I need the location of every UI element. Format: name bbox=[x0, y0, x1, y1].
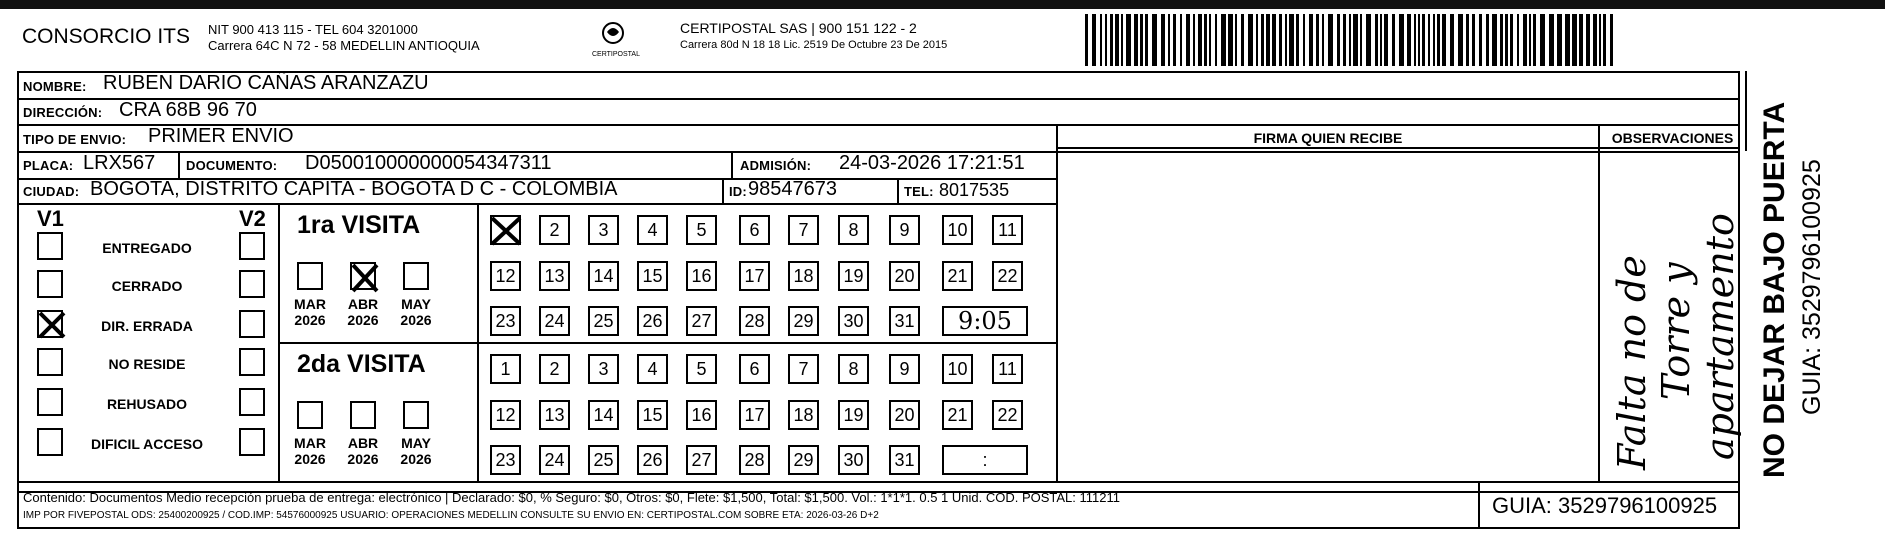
visit-title: 1ra VISITA bbox=[297, 211, 421, 239]
visit-day-box[interactable]: 4 bbox=[637, 215, 668, 245]
visit-day-box[interactable]: 30 bbox=[838, 445, 869, 475]
top-scan-band bbox=[0, 0, 1885, 9]
visit-day-box[interactable]: 17 bbox=[739, 261, 770, 291]
visit-month-checkbox[interactable] bbox=[297, 262, 323, 290]
visit-day-box[interactable]: 2 bbox=[539, 215, 570, 245]
barcode-bar bbox=[1458, 14, 1463, 66]
barcode-bar bbox=[1500, 14, 1503, 66]
visit-day-box[interactable]: 9 bbox=[889, 215, 920, 245]
visit-day-box[interactable]: 30 bbox=[838, 306, 869, 336]
visit-day-box[interactable]: 27 bbox=[686, 445, 717, 475]
visit-day-box[interactable]: 22 bbox=[992, 400, 1023, 430]
visit-day-box[interactable]: 31 bbox=[889, 306, 920, 336]
recipient-name: RUBEN DARIO CAÑAS ARANZAZU bbox=[103, 72, 429, 94]
status-v2-checkbox[interactable] bbox=[239, 388, 265, 416]
barcode-bar bbox=[1126, 14, 1131, 66]
barcode-bar bbox=[1248, 14, 1253, 66]
company-name: CONSORCIO ITS bbox=[22, 25, 191, 48]
visit-day-box[interactable]: 18 bbox=[788, 261, 819, 291]
barcode-bar bbox=[1204, 14, 1207, 66]
barcode-bar bbox=[1366, 14, 1371, 66]
visit-day-box[interactable]: 18 bbox=[788, 400, 819, 430]
month-year: 2026 bbox=[400, 312, 432, 328]
barcode-bar bbox=[1479, 14, 1482, 66]
visit-day-box[interactable]: 16 bbox=[686, 400, 717, 430]
barcode-bar bbox=[1422, 14, 1425, 66]
barcode-bar bbox=[1603, 14, 1606, 66]
visit-day-box[interactable]: 6 bbox=[739, 354, 770, 384]
status-label: CERRADO bbox=[111, 278, 183, 294]
barcode-bar bbox=[1353, 14, 1358, 66]
visit-day-box[interactable]: 24 bbox=[539, 445, 570, 475]
id-value: 98547673 bbox=[748, 178, 837, 200]
barcode-bar bbox=[1241, 14, 1244, 66]
visit-day-box[interactable]: 2 bbox=[539, 354, 570, 384]
barcode-bar bbox=[1466, 14, 1469, 66]
x-mark-icon bbox=[489, 215, 523, 247]
visit-day-box[interactable]: 14 bbox=[588, 400, 619, 430]
tel-label: TEL: bbox=[904, 184, 934, 199]
barcode-bar bbox=[1289, 14, 1294, 66]
status-v2-checkbox[interactable] bbox=[239, 310, 265, 338]
status-v1-checkbox[interactable] bbox=[37, 232, 63, 260]
v2-header: V2 bbox=[239, 206, 266, 231]
visit-day-box[interactable]: 17 bbox=[739, 400, 770, 430]
visit-day-box[interactable]: 8 bbox=[838, 215, 869, 245]
visit-day-box[interactable]: 8 bbox=[838, 354, 869, 384]
visit-day-box[interactable]: 28 bbox=[739, 445, 770, 475]
visit-day-box[interactable]: 12 bbox=[490, 400, 521, 430]
status-label: DIR. ERRADA bbox=[101, 318, 193, 334]
type-label: TIPO DE ENVIO: bbox=[23, 132, 127, 147]
x-mark-icon bbox=[37, 310, 67, 340]
visit-month-checkbox[interactable] bbox=[403, 262, 429, 290]
visit-day-box[interactable]: 21 bbox=[942, 261, 973, 291]
barcode-bar bbox=[1322, 14, 1324, 66]
barcode-bar bbox=[1565, 14, 1570, 66]
barcode-bar bbox=[1437, 14, 1440, 66]
visit-day-box[interactable]: 3 bbox=[588, 354, 619, 384]
barcode-bar bbox=[1266, 14, 1270, 66]
side-guide-number: GUIA: 3529796100925 bbox=[1798, 159, 1826, 415]
visit-month-checkbox[interactable] bbox=[350, 401, 376, 429]
barcode-bar bbox=[1505, 14, 1508, 66]
signature-header: FIRMA QUIEN RECIBE bbox=[1253, 130, 1403, 146]
visit-month-label bbox=[393, 296, 439, 328]
visit-day-box[interactable]: 15 bbox=[637, 261, 668, 291]
visit-day-box[interactable]: 4 bbox=[637, 354, 668, 384]
visit-month-label bbox=[340, 296, 386, 328]
barcode-bar bbox=[1110, 14, 1113, 66]
barcode-bar bbox=[1523, 14, 1527, 66]
visit-day-box[interactable]: 3 bbox=[588, 215, 619, 245]
visit-day-box[interactable]: 12 bbox=[490, 261, 521, 291]
visit-day-box[interactable]: 7 bbox=[788, 215, 819, 245]
barcode-bar bbox=[1540, 14, 1545, 66]
visit-day-box[interactable]: 19 bbox=[838, 261, 869, 291]
no-under-door-warning: NO DEJAR BAJO PUERTA bbox=[1758, 101, 1791, 478]
barcode-bar bbox=[1492, 14, 1497, 66]
barcode-bar bbox=[1105, 14, 1107, 66]
certipostal-logo-icon bbox=[592, 18, 640, 60]
barcode-bar bbox=[1180, 14, 1182, 66]
visit-time-box[interactable]: : bbox=[942, 445, 1028, 475]
status-v1-checkbox[interactable] bbox=[37, 310, 63, 338]
visit-day-box[interactable]: 29 bbox=[788, 306, 819, 336]
visit-time-box[interactable]: 9:05 bbox=[942, 306, 1028, 336]
barcode-bar bbox=[1450, 14, 1454, 66]
barcode-bar bbox=[1085, 14, 1088, 66]
month-name: MAY bbox=[401, 435, 431, 451]
barcode-bar bbox=[1407, 14, 1411, 66]
barcode-bar bbox=[1442, 14, 1446, 66]
observation-handwriting bbox=[1610, 90, 1740, 470]
barcode-bar bbox=[1610, 14, 1613, 66]
barcode-bar bbox=[1285, 14, 1287, 66]
city-label: CIUDAD: bbox=[23, 184, 80, 199]
barcode-bar bbox=[1303, 14, 1305, 66]
visit-day-box[interactable]: 10 bbox=[942, 215, 973, 245]
status-v1-checkbox[interactable] bbox=[37, 348, 63, 376]
visit-day-box[interactable]: 25 bbox=[588, 445, 619, 475]
visit-day-box[interactable]: 5 bbox=[686, 354, 717, 384]
barcode-bar bbox=[1510, 14, 1513, 66]
barcode-bar bbox=[1529, 14, 1531, 66]
visit-day-box[interactable]: 29 bbox=[788, 445, 819, 475]
barcode-bar bbox=[1328, 14, 1333, 66]
barcode-bar bbox=[1472, 14, 1475, 66]
barcode-bar bbox=[1392, 14, 1395, 66]
carrier-name: CERTIPOSTAL SAS | 900 151 122 - 2 bbox=[680, 20, 917, 36]
visit-day-box[interactable]: 5 bbox=[686, 215, 717, 245]
v1-header: V1 bbox=[37, 206, 64, 231]
visit-day-box[interactable]: 14 bbox=[588, 261, 619, 291]
recipient-address: CRA 68B 96 70 bbox=[119, 99, 257, 121]
barcode-bar bbox=[1115, 14, 1119, 66]
visit-day-box[interactable]: 23 bbox=[490, 445, 521, 475]
barcode-bar bbox=[1343, 14, 1346, 66]
visit-day-box[interactable]: 26 bbox=[637, 306, 668, 336]
barcode-bar bbox=[1599, 14, 1601, 66]
logo-caption: CERTIPOSTAL bbox=[592, 51, 640, 58]
barcode-bar bbox=[1517, 14, 1519, 66]
footer-content-line: Contenido: Documentos Medio recepción prueba de entrega: electrónico | Declarado: $0, % Seguro: $0, Otros: $0, Flete: $1,500, Total: $1,500. Vol.: 1*1*1. 0.5 1 Unid. COD. POSTAL: 111211 bbox=[23, 490, 1120, 505]
company-address: Carrera 64C N 72 - 58 MEDELLIN ANTIOQUIA bbox=[208, 38, 480, 53]
barcode-bar bbox=[1161, 14, 1165, 66]
month-year: 2026 bbox=[294, 451, 326, 467]
status-v2-checkbox[interactable] bbox=[239, 348, 265, 376]
id-label: ID: bbox=[729, 184, 747, 199]
barcode-bar bbox=[1309, 14, 1313, 66]
status-label: DIFICIL ACCESO bbox=[90, 436, 203, 452]
barcode-bar bbox=[1384, 14, 1388, 66]
visit-day-box[interactable]: 7 bbox=[788, 354, 819, 384]
month-year: 2026 bbox=[294, 312, 326, 328]
barcode-bar bbox=[1414, 14, 1416, 66]
barcode-bar bbox=[1256, 14, 1258, 66]
company-nit: NIT 900 413 115 - TEL 604 3201000 bbox=[208, 22, 418, 37]
visit-day-box[interactable]: 24 bbox=[539, 306, 570, 336]
barcode-bar bbox=[1173, 14, 1176, 66]
visit-day-box[interactable]: 20 bbox=[889, 261, 920, 291]
visit-month-checkbox[interactable] bbox=[297, 401, 323, 429]
visit-day-box[interactable] bbox=[490, 215, 521, 245]
barcode-bar bbox=[1121, 14, 1123, 66]
month-year: 2026 bbox=[347, 312, 379, 328]
visit-day-box[interactable]: 25 bbox=[588, 306, 619, 336]
month-name: MAR bbox=[294, 296, 326, 312]
barcode-bar bbox=[1209, 14, 1211, 66]
barcode-bar bbox=[1186, 14, 1190, 66]
visit-day-box[interactable]: 22 bbox=[992, 261, 1023, 291]
address-label: DIRECCIÓN: bbox=[23, 105, 103, 120]
document-value: D050010000000054347311 bbox=[305, 152, 552, 174]
barcode-bar bbox=[1557, 14, 1562, 66]
visit-day-box[interactable]: 19 bbox=[838, 400, 869, 430]
barcode-bar bbox=[1572, 14, 1577, 66]
admission-label: ADMISIÓN: bbox=[740, 158, 812, 173]
city-value: BOGOTA, DISTRITO CAPITA - BOGOTA D C - COLOMBIA bbox=[90, 178, 618, 200]
barcode-bar bbox=[1235, 14, 1237, 66]
carrier-address: Carrera 80d N 18 18 Lic. 2519 De Octubre 23 De 2015 bbox=[680, 39, 948, 51]
status-v1-checkbox[interactable] bbox=[37, 388, 63, 416]
status-v2-checkbox[interactable] bbox=[239, 270, 265, 298]
visit-day-box[interactable]: 13 bbox=[539, 261, 570, 291]
visit-day-box[interactable]: 27 bbox=[686, 306, 717, 336]
month-year: 2026 bbox=[347, 451, 379, 467]
barcode-bar bbox=[1593, 14, 1597, 66]
visit-month-label bbox=[340, 435, 386, 467]
x-mark-icon bbox=[350, 262, 380, 294]
handwriting-line-1: Falta no de bbox=[1610, 255, 1654, 470]
barcode-bar bbox=[1549, 14, 1554, 66]
visit-day-box[interactable]: 1 bbox=[490, 354, 521, 384]
admission-value: 24-03-2026 17:21:51 bbox=[839, 152, 1025, 174]
barcode-bar bbox=[1375, 14, 1378, 66]
status-label: ENTREGADO bbox=[102, 240, 192, 256]
barcode-bar bbox=[1279, 14, 1282, 66]
status-label: REHUSADO bbox=[106, 396, 188, 412]
visit-month-checkbox[interactable] bbox=[350, 262, 376, 290]
barcode-bar bbox=[1316, 14, 1319, 66]
visit-day-box[interactable]: 13 bbox=[539, 400, 570, 430]
status-label: NO RESIDE bbox=[108, 356, 186, 372]
visit-month-checkbox[interactable] bbox=[403, 401, 429, 429]
footer-print-line: IMP POR FIVEPOSTAL ODS: 25400200925 / COD.IMP: 54576000925 USUARIO: OPERACIONES MEDELLIN CONSULTE SU ENVIO EN: CERTIPOSTAL.COM SOBRE ETA: 2026-03-26 D+2 bbox=[23, 510, 879, 521]
barcode-bar bbox=[1380, 14, 1382, 66]
visit-day-box[interactable]: 15 bbox=[637, 400, 668, 430]
visit-month-label bbox=[287, 435, 333, 467]
status-v1-checkbox[interactable] bbox=[37, 270, 63, 298]
visit-day-box[interactable]: 6 bbox=[739, 215, 770, 245]
document-label: DOCUMENTO: bbox=[186, 158, 278, 173]
barcode-bar bbox=[1533, 14, 1536, 66]
month-name: MAR bbox=[294, 435, 326, 451]
visit-month-label bbox=[393, 435, 439, 467]
shipping-type: PRIMER ENVIO bbox=[148, 125, 294, 147]
barcode-bar bbox=[1418, 14, 1420, 66]
visit-day-box[interactable]: 26 bbox=[637, 445, 668, 475]
barcode-bar bbox=[1198, 14, 1202, 66]
barcode-bar bbox=[1349, 14, 1351, 66]
visit-day-box[interactable]: 10 bbox=[942, 354, 973, 384]
visit-day-box[interactable]: 16 bbox=[686, 261, 717, 291]
handwriting-line-3: apartamento bbox=[1698, 213, 1742, 460]
barcode-bar bbox=[1228, 14, 1233, 66]
visit-day-box[interactable]: 28 bbox=[739, 306, 770, 336]
barcode-bar bbox=[1433, 14, 1435, 66]
barcode-bar bbox=[1145, 14, 1148, 66]
barcode-bar bbox=[1428, 14, 1430, 66]
observations-header: OBSERVACIONES bbox=[1611, 130, 1734, 146]
visit-day-box[interactable]: 23 bbox=[490, 306, 521, 336]
footer-bottom-border bbox=[17, 481, 1740, 529]
barcode-bar bbox=[1221, 14, 1226, 66]
barcode-bar bbox=[1360, 14, 1362, 66]
visit-title: 2da VISITA bbox=[297, 350, 426, 378]
month-name: MAY bbox=[401, 296, 431, 312]
barcode-bar bbox=[1296, 14, 1299, 66]
barcode-bar bbox=[1337, 14, 1340, 66]
visit-day-box[interactable]: 21 bbox=[942, 400, 973, 430]
barcode-bar bbox=[1134, 14, 1138, 66]
barcode-bar bbox=[1486, 14, 1489, 66]
footer-guide-number: GUIA: 3529796100925 bbox=[1492, 493, 1718, 518]
visit-day-box[interactable]: 11 bbox=[992, 215, 1023, 245]
handwriting-line-2: Torre y bbox=[1654, 262, 1698, 400]
barcode-bar bbox=[1092, 14, 1096, 66]
barcode-bar bbox=[1215, 14, 1217, 66]
tel-value: 8017535 bbox=[939, 180, 1010, 200]
visit-day-box[interactable]: 31 bbox=[889, 445, 920, 475]
barcode-bar bbox=[1193, 14, 1195, 66]
status-v2-checkbox[interactable] bbox=[239, 232, 265, 260]
barcode-bar bbox=[1168, 14, 1170, 66]
plate-value: LRX567 bbox=[83, 152, 156, 174]
barcode-bar bbox=[1100, 14, 1102, 66]
month-year: 2026 bbox=[400, 451, 432, 467]
barcode-bar bbox=[1261, 14, 1264, 66]
visit-day-box[interactable]: 20 bbox=[889, 400, 920, 430]
visit-day-box[interactable]: 11 bbox=[992, 354, 1023, 384]
month-name: ABR bbox=[347, 296, 379, 312]
barcode-bar bbox=[1152, 14, 1157, 66]
barcode bbox=[1085, 14, 1613, 66]
visit-month-label bbox=[287, 296, 333, 328]
plate-label: PLACA: bbox=[23, 158, 74, 173]
barcode-bar bbox=[1586, 14, 1590, 66]
name-label: NOMBRE: bbox=[23, 79, 87, 94]
barcode-bar bbox=[1140, 14, 1143, 66]
visit-day-box[interactable]: 9 bbox=[889, 354, 920, 384]
barcode-bar bbox=[1272, 14, 1276, 66]
status-v1-checkbox[interactable] bbox=[37, 428, 63, 456]
month-name: ABR bbox=[347, 435, 379, 451]
status-v2-checkbox[interactable] bbox=[239, 428, 265, 456]
barcode-bar bbox=[1399, 14, 1404, 66]
barcode-bar bbox=[1579, 14, 1583, 66]
